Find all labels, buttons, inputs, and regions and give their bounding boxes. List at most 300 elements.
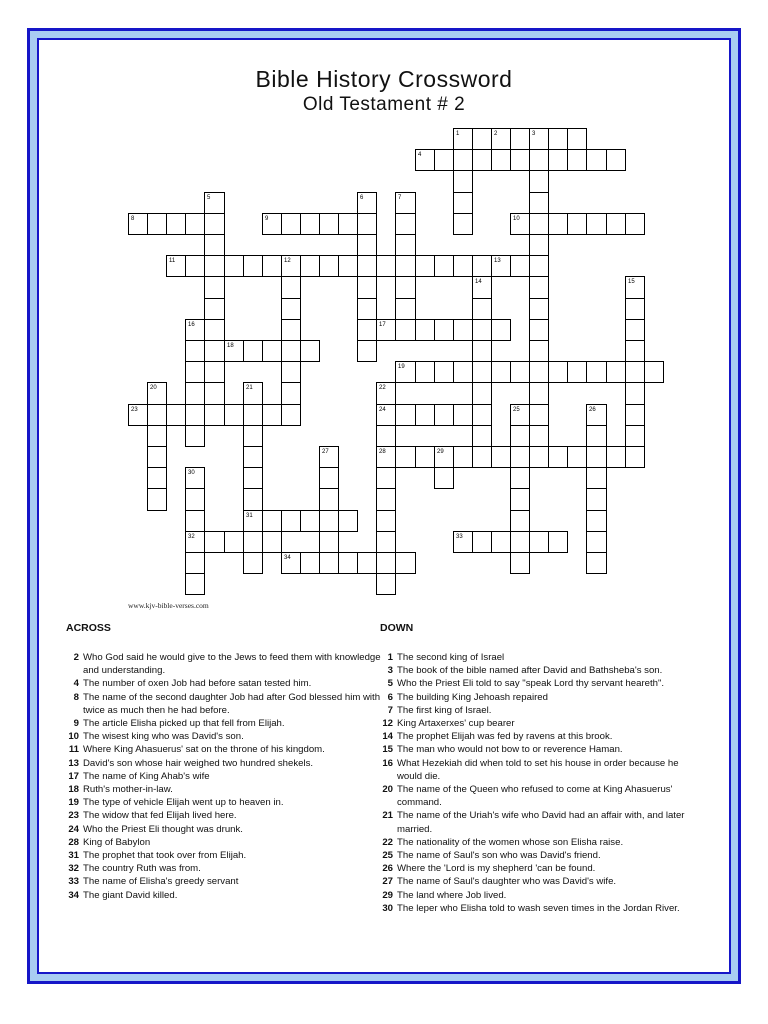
- clue-number: 13: [68, 757, 79, 769]
- crossword-cell[interactable]: [453, 170, 473, 193]
- crossword-cell[interactable]: [567, 446, 587, 468]
- clue-text: Where the 'Lord is my shepherd 'can be found.: [397, 863, 596, 875]
- crossword-cell[interactable]: [586, 213, 607, 235]
- crossword-cell[interactable]: [147, 425, 167, 447]
- crossword-cell[interactable]: [625, 361, 645, 383]
- clue-item: [66, 809, 386, 822]
- clue-number: 32: [68, 863, 79, 875]
- crossword-cell[interactable]: [453, 149, 473, 171]
- crossword-cell[interactable]: [529, 446, 549, 468]
- crossword-cell[interactable]: [395, 446, 416, 468]
- crossword-cell[interactable]: [357, 234, 377, 256]
- crossword-cell[interactable]: [243, 425, 263, 447]
- crossword-cell[interactable]: [166, 404, 186, 426]
- crossword-cell[interactable]: [128, 213, 148, 235]
- crossword-cell[interactable]: [185, 531, 205, 553]
- crossword-cell[interactable]: [548, 213, 568, 235]
- cell-number: 25: [513, 407, 520, 413]
- cell-number: 21: [246, 385, 253, 391]
- crossword-cell[interactable]: [586, 404, 607, 426]
- crossword-cell[interactable]: [338, 255, 358, 277]
- crossword-cell[interactable]: [586, 531, 607, 553]
- crossword-cell[interactable]: [319, 255, 339, 277]
- crossword-cell[interactable]: [204, 382, 225, 405]
- crossword-cell[interactable]: [281, 404, 301, 426]
- crossword-cell[interactable]: [472, 276, 492, 299]
- crossword-cell[interactable]: [376, 446, 396, 468]
- crossword-cell[interactable]: [376, 573, 396, 595]
- crossword-cell[interactable]: [224, 255, 244, 277]
- crossword-cell[interactable]: [224, 404, 244, 426]
- crossword-cell[interactable]: [243, 404, 263, 426]
- crossword-cell[interactable]: [338, 510, 358, 532]
- crossword-cell[interactable]: [625, 446, 645, 468]
- crossword-cell[interactable]: [376, 467, 396, 489]
- crossword-cell[interactable]: [357, 255, 377, 277]
- crossword-cell[interactable]: [434, 149, 454, 171]
- crossword-cell[interactable]: [395, 404, 416, 426]
- clue-item: [380, 889, 700, 902]
- crossword-cell[interactable]: [204, 234, 225, 256]
- crossword-cell[interactable]: [376, 255, 396, 277]
- crossword-cell[interactable]: [606, 446, 626, 468]
- cell-number: 27: [322, 449, 329, 455]
- crossword-cell[interactable]: [491, 531, 511, 553]
- crossword-cell[interactable]: [300, 510, 320, 532]
- crossword-cell[interactable]: [185, 213, 205, 235]
- crossword-cell[interactable]: [453, 361, 473, 383]
- crossword-cell[interactable]: [147, 404, 167, 426]
- crossword-cell[interactable]: [434, 255, 454, 277]
- crossword-cell[interactable]: [243, 531, 263, 553]
- crossword-cell[interactable]: [415, 404, 435, 426]
- crossword-cell[interactable]: [625, 276, 645, 299]
- crossword-cell[interactable]: [300, 552, 320, 574]
- crossword-cell[interactable]: [262, 213, 282, 235]
- clue-text: What Hezekiah did when told to set his house in order because he would die.: [397, 757, 679, 782]
- crossword-cell[interactable]: [204, 319, 225, 341]
- crossword-cell[interactable]: [510, 255, 530, 277]
- puzzle-subtitle: Old Testament # 2: [302, 94, 466, 115]
- clue-text: The name of Elisha's greedy servant: [83, 876, 239, 888]
- crossword-cell[interactable]: [491, 128, 511, 150]
- crossword-cell[interactable]: [567, 128, 587, 150]
- crossword-cell[interactable]: [281, 276, 301, 299]
- crossword-cell[interactable]: [472, 404, 492, 426]
- crossword-cell[interactable]: [376, 404, 396, 426]
- crossword-cell[interactable]: [376, 425, 396, 447]
- crossword-cell[interactable]: [376, 510, 396, 532]
- crossword-cell[interactable]: [262, 340, 282, 362]
- clue-number: 9: [73, 718, 79, 730]
- crossword-cell[interactable]: [434, 404, 454, 426]
- crossword-cell[interactable]: [185, 510, 205, 532]
- crossword-cell[interactable]: [262, 404, 282, 426]
- clue-number: 26: [382, 863, 393, 875]
- crossword-cell[interactable]: [472, 149, 492, 171]
- crossword-cell[interactable]: [185, 361, 205, 383]
- across-heading: ACROSS: [66, 622, 111, 634]
- crossword-cell[interactable]: [491, 255, 511, 277]
- crossword-cell[interactable]: [491, 319, 511, 341]
- crossword-cell[interactable]: [319, 446, 339, 468]
- crossword-cell[interactable]: [281, 552, 301, 574]
- crossword-cell[interactable]: [243, 467, 263, 489]
- crossword-cell[interactable]: [243, 382, 263, 405]
- crossword-cell[interactable]: [281, 361, 301, 383]
- crossword-cell[interactable]: [376, 531, 396, 553]
- down-clue-list: [380, 651, 700, 915]
- crossword-cell[interactable]: [472, 319, 492, 341]
- crossword-cell[interactable]: [281, 255, 301, 277]
- crossword-cell[interactable]: [434, 361, 454, 383]
- crossword-cell[interactable]: [415, 446, 435, 468]
- crossword-cell[interactable]: [510, 510, 530, 532]
- crossword-cell[interactable]: [472, 340, 492, 362]
- crossword-cell[interactable]: [357, 298, 377, 320]
- crossword-cell[interactable]: [529, 531, 549, 553]
- clue-number: 20: [382, 784, 393, 796]
- crossword-cell[interactable]: [586, 361, 607, 383]
- clue-number: 33: [68, 876, 79, 888]
- crossword-cell[interactable]: [128, 404, 148, 426]
- crossword-cell[interactable]: [395, 213, 416, 235]
- crossword-cell[interactable]: [453, 319, 473, 341]
- crossword-cell[interactable]: [204, 192, 225, 214]
- crossword-cell[interactable]: [529, 298, 549, 320]
- crossword-cell[interactable]: [453, 446, 473, 468]
- crossword-cell[interactable]: [185, 425, 205, 447]
- cell-number: 13: [494, 258, 501, 264]
- crossword-cell[interactable]: [625, 425, 645, 447]
- crossword-cell[interactable]: [204, 213, 225, 235]
- clue-text: The book of the bible named after David and Bathsheba's son.: [397, 665, 663, 677]
- clue-text: The name of the Queen who refused to come at King Ahasuerus' command.: [397, 784, 673, 809]
- crossword-cell[interactable]: [185, 488, 205, 511]
- crossword-cell[interactable]: [395, 552, 416, 574]
- crossword-cell[interactable]: [243, 488, 263, 511]
- crossword-cell[interactable]: [606, 213, 626, 235]
- crossword-cell[interactable]: [472, 382, 492, 405]
- crossword-cell[interactable]: [510, 446, 530, 468]
- cell-number: 10: [513, 216, 520, 222]
- crossword-cell[interactable]: [510, 213, 530, 235]
- crossword-cell[interactable]: [357, 276, 377, 299]
- clue-text: David's son whose hair weighed two hundred shekels.: [83, 757, 314, 769]
- crossword-cell[interactable]: [376, 488, 396, 511]
- crossword-cell[interactable]: [357, 340, 377, 362]
- crossword-cell[interactable]: [586, 488, 607, 511]
- crossword-cell[interactable]: [529, 404, 549, 426]
- crossword-cell[interactable]: [281, 382, 301, 405]
- cell-number: 8: [131, 216, 135, 222]
- crossword-cell[interactable]: [491, 361, 511, 383]
- cell-number: 9: [265, 216, 269, 222]
- crossword-cell[interactable]: [434, 467, 454, 489]
- crossword-cell[interactable]: [281, 298, 301, 320]
- crossword-cell[interactable]: [395, 276, 416, 299]
- clue-number: 5: [387, 678, 393, 690]
- crossword-cell[interactable]: [548, 361, 568, 383]
- crossword-cell[interactable]: [510, 361, 530, 383]
- crossword-cell[interactable]: [529, 255, 549, 277]
- clue-item: [380, 836, 700, 849]
- clue-item: [380, 704, 700, 717]
- crossword-cell[interactable]: [606, 361, 626, 383]
- crossword-cell[interactable]: [529, 319, 549, 341]
- crossword-cell[interactable]: [147, 446, 167, 468]
- crossword-cell[interactable]: [281, 213, 301, 235]
- crossword-cell[interactable]: [185, 319, 205, 341]
- crossword-cell[interactable]: [243, 552, 263, 574]
- crossword-cell[interactable]: [395, 361, 416, 383]
- crossword-cell[interactable]: [395, 234, 416, 256]
- crossword-cell[interactable]: [185, 340, 205, 362]
- crossword-cell[interactable]: [453, 213, 473, 235]
- clue-item: [380, 849, 700, 862]
- cell-number: 11: [169, 258, 176, 264]
- cell-number: 20: [150, 385, 157, 391]
- crossword-cell[interactable]: [300, 213, 320, 235]
- crossword-cell[interactable]: [529, 213, 549, 235]
- clue-text: The name of Saul's daughter who was David's wife.: [397, 876, 617, 888]
- crossword-cell[interactable]: [548, 446, 568, 468]
- clue-text: The name of the Uriah's wife who David had an affair with, and later married.: [397, 810, 685, 835]
- crossword-cell[interactable]: [319, 510, 339, 532]
- crossword-cell[interactable]: [166, 255, 186, 277]
- crossword-cell[interactable]: [319, 467, 339, 489]
- crossword-cell[interactable]: [472, 531, 492, 553]
- crossword-cell[interactable]: [357, 319, 377, 341]
- crossword-cell[interactable]: [529, 192, 549, 214]
- crossword-cell[interactable]: [586, 467, 607, 489]
- crossword-cell[interactable]: [472, 255, 492, 277]
- clue-number: 1: [387, 652, 393, 663]
- crossword-cell[interactable]: [529, 340, 549, 362]
- clue-number: 8: [73, 691, 79, 703]
- crossword-cell[interactable]: [204, 298, 225, 320]
- clue-text: The name of King Ahab's wife: [83, 770, 210, 782]
- crossword-cell[interactable]: [415, 255, 435, 277]
- crossword-cell[interactable]: [625, 404, 645, 426]
- clue-text: The man who would not bow to or reverence Haman.: [397, 744, 623, 756]
- crossword-cell[interactable]: [243, 340, 263, 362]
- crossword-cell[interactable]: [204, 255, 225, 277]
- crossword-cell[interactable]: [586, 552, 607, 574]
- crossword-cell[interactable]: [548, 531, 568, 553]
- crossword-cell[interactable]: [281, 319, 301, 341]
- crossword-cell[interactable]: [376, 552, 396, 574]
- crossword-cell[interactable]: [434, 319, 454, 341]
- clue-item: [66, 651, 386, 677]
- clue-item: [66, 770, 386, 783]
- crossword-cell[interactable]: [185, 255, 205, 277]
- clue-number: 4: [73, 678, 79, 690]
- cell-number: 23: [131, 407, 138, 413]
- crossword-cell[interactable]: [204, 340, 225, 362]
- crossword-cell[interactable]: [395, 298, 416, 320]
- crossword-cell[interactable]: [529, 425, 549, 447]
- crossword-cell[interactable]: [529, 234, 549, 256]
- crossword-cell[interactable]: [357, 213, 377, 235]
- crossword-cell[interactable]: [529, 128, 549, 150]
- crossword-cell[interactable]: [415, 319, 435, 341]
- cell-number: 34: [284, 555, 291, 561]
- crossword-cell[interactable]: [510, 552, 530, 574]
- crossword-cell[interactable]: [529, 170, 549, 193]
- crossword-cell[interactable]: [319, 213, 339, 235]
- clue-text: King of Babylon: [83, 836, 151, 848]
- crossword-cell[interactable]: [472, 446, 492, 468]
- crossword-cell[interactable]: [529, 361, 549, 383]
- crossword-cell[interactable]: [453, 255, 473, 277]
- clue-text: The name of the second daughter Job had after God blessed him with twice as much then he had before.: [83, 691, 381, 716]
- crossword-cell[interactable]: [395, 192, 416, 214]
- crossword-cell[interactable]: [357, 192, 377, 214]
- clue-item: [66, 717, 386, 730]
- crossword-cell[interactable]: [300, 255, 320, 277]
- clue-number: 10: [68, 731, 79, 743]
- clue-number: 17: [68, 770, 79, 782]
- clue-item: [66, 691, 386, 717]
- crossword-cell[interactable]: [376, 382, 396, 405]
- cell-number: 15: [628, 279, 635, 285]
- crossword-cell[interactable]: [453, 192, 473, 214]
- crossword-cell[interactable]: [281, 340, 301, 362]
- crossword-cell[interactable]: [300, 340, 320, 362]
- crossword-cell[interactable]: [243, 255, 263, 277]
- crossword-cell[interactable]: [510, 128, 530, 150]
- crossword-cell[interactable]: [262, 510, 282, 532]
- crossword-cell[interactable]: [185, 552, 205, 574]
- crossword-cell[interactable]: [281, 510, 301, 532]
- crossword-cell[interactable]: [147, 488, 167, 511]
- across-clues: [66, 622, 386, 902]
- crossword-cell[interactable]: [395, 319, 416, 341]
- clue-item: [66, 862, 386, 875]
- crossword-cell[interactable]: [453, 531, 473, 553]
- crossword-cell[interactable]: [415, 361, 435, 383]
- crossword-cell[interactable]: [625, 298, 645, 320]
- crossword-cell[interactable]: [567, 213, 587, 235]
- crossword-cell[interactable]: [625, 213, 645, 235]
- crossword-cell[interactable]: [262, 255, 282, 277]
- clue-item: [380, 862, 700, 875]
- crossword-cell[interactable]: [434, 446, 454, 468]
- crossword-cell[interactable]: [224, 531, 244, 553]
- crossword-cell[interactable]: [185, 404, 205, 426]
- crossword-cell[interactable]: [548, 149, 568, 171]
- crossword-cell[interactable]: [185, 573, 205, 595]
- crossword-cell[interactable]: [204, 276, 225, 299]
- clue-text: The wisest king who was David's son.: [83, 731, 244, 743]
- crossword-cell[interactable]: [529, 149, 549, 171]
- cell-number: 2: [494, 131, 498, 137]
- crossword-cell[interactable]: [510, 149, 530, 171]
- crossword-cell[interactable]: [147, 382, 167, 405]
- crossword-cell[interactable]: [586, 446, 607, 468]
- crossword-cell[interactable]: [319, 552, 339, 574]
- crossword-cell[interactable]: [625, 382, 645, 405]
- cell-number: 5: [207, 195, 211, 201]
- crossword-cell[interactable]: [415, 149, 435, 171]
- crossword-cell[interactable]: [567, 149, 587, 171]
- crossword-cell[interactable]: [567, 361, 587, 383]
- clue-number: 6: [387, 691, 393, 703]
- crossword-cell[interactable]: [606, 149, 626, 171]
- crossword-cell[interactable]: [529, 276, 549, 299]
- crossword-cell[interactable]: [625, 319, 645, 341]
- clue-item: [66, 836, 386, 849]
- crossword-cell[interactable]: [586, 510, 607, 532]
- crossword-cell[interactable]: [586, 149, 607, 171]
- crossword-cell[interactable]: [185, 467, 205, 489]
- clue-text: Where King Ahasuerus' sat on the throne of his kingdom.: [83, 744, 325, 756]
- crossword-cell[interactable]: [510, 467, 530, 489]
- crossword-cell[interactable]: [510, 531, 530, 553]
- crossword-cell[interactable]: [472, 298, 492, 320]
- clue-item: [380, 809, 700, 835]
- crossword-cell[interactable]: [262, 531, 282, 553]
- crossword-cell[interactable]: [147, 213, 167, 235]
- clue-text: The prophet Elijah was fed by ravens at this brook.: [397, 731, 613, 743]
- crossword-cell[interactable]: [376, 319, 396, 341]
- crossword-cell[interactable]: [453, 128, 473, 150]
- crossword-cell[interactable]: [453, 404, 473, 426]
- clue-text: The leper who Elisha told to wash seven times in the Jordan River.: [397, 902, 680, 914]
- crossword-cell[interactable]: [357, 552, 377, 574]
- clue-text: The widow that fed Elijah lived here.: [83, 810, 237, 822]
- clue-text: King Artaxerxes' cup bearer: [397, 718, 515, 730]
- crossword-cell[interactable]: [319, 488, 339, 511]
- crossword-cell[interactable]: [395, 255, 416, 277]
- crossword-cell[interactable]: [243, 446, 263, 468]
- crossword-cell[interactable]: [204, 404, 225, 426]
- crossword-cell[interactable]: [204, 361, 225, 383]
- clue-item: [380, 730, 700, 743]
- crossword-cell[interactable]: [548, 128, 568, 150]
- clue-text: The number of oxen Job had before satan tested him.: [83, 678, 312, 690]
- crossword-cell[interactable]: [491, 149, 511, 171]
- crossword-cell[interactable]: [204, 531, 225, 553]
- crossword-cell[interactable]: [510, 488, 530, 511]
- crossword-cell[interactable]: [472, 128, 492, 150]
- crossword-cell[interactable]: [338, 213, 358, 235]
- crossword-cell[interactable]: [243, 510, 263, 532]
- crossword-cell[interactable]: [510, 425, 530, 447]
- clue-text: The giant David killed.: [83, 889, 178, 901]
- crossword-cell[interactable]: [625, 340, 645, 362]
- crossword-cell[interactable]: [319, 531, 339, 553]
- crossword-cell[interactable]: [529, 382, 549, 405]
- crossword-cell[interactable]: [472, 361, 492, 383]
- clue-number: 28: [68, 836, 79, 848]
- crossword-cell[interactable]: [185, 382, 205, 405]
- crossword-cell[interactable]: [586, 425, 607, 447]
- crossword-cell[interactable]: [166, 213, 186, 235]
- crossword-cell[interactable]: [491, 446, 511, 468]
- crossword-cell[interactable]: [510, 404, 530, 426]
- crossword-cell[interactable]: [338, 552, 358, 574]
- crossword-cell[interactable]: [147, 467, 167, 489]
- crossword-cell[interactable]: [224, 340, 244, 362]
- clue-text: The name of Saul's son who was David's friend.: [397, 850, 601, 862]
- clue-text: Ruth's mother-in-law.: [83, 784, 173, 796]
- crossword-cell[interactable]: [472, 425, 492, 447]
- clue-number: 30: [382, 902, 393, 914]
- crossword-cell[interactable]: [644, 361, 664, 383]
- clue-item: [380, 757, 700, 783]
